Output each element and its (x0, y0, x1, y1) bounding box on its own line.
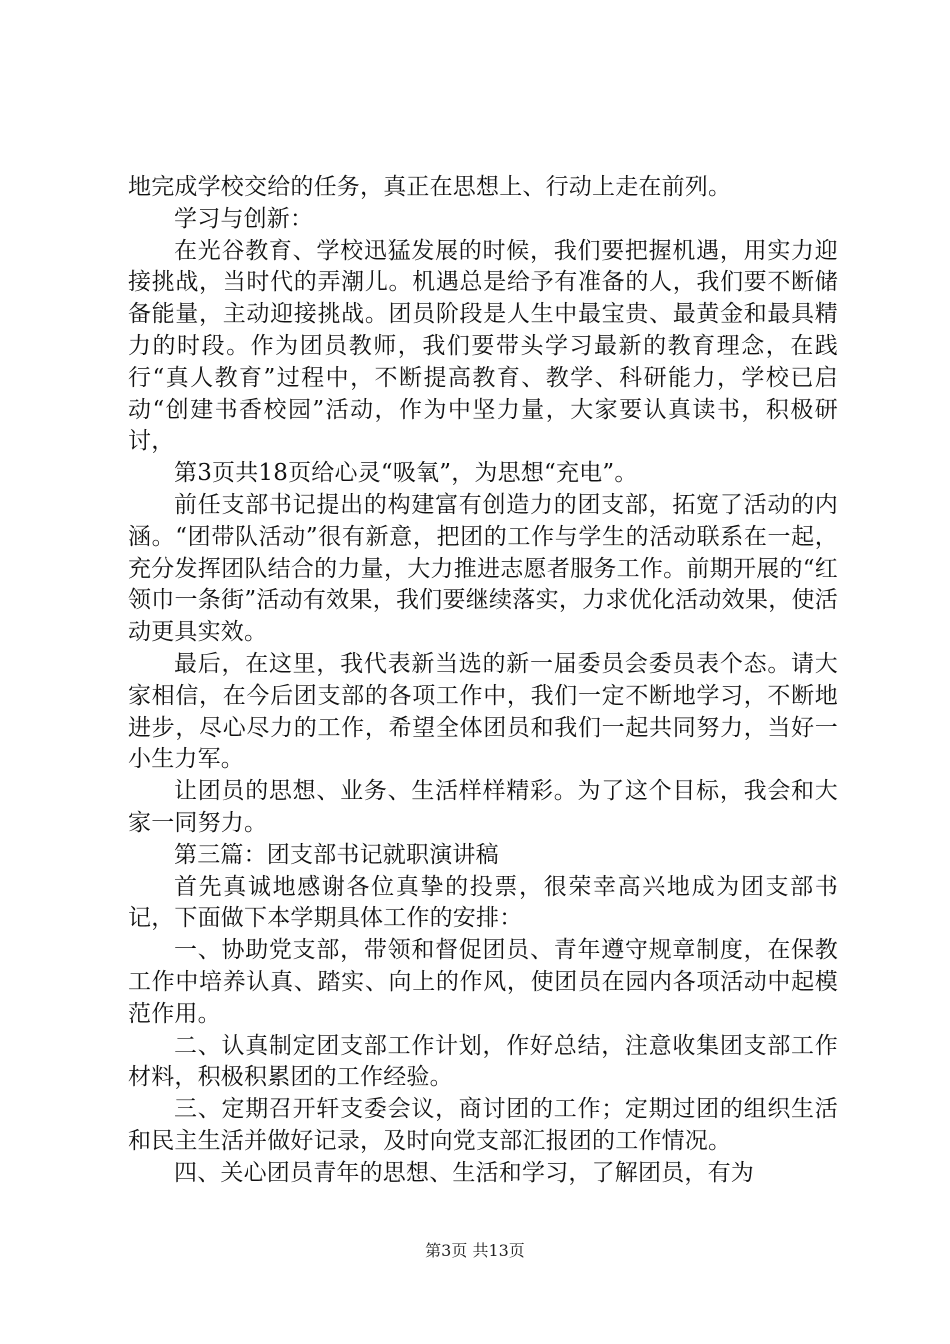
paragraph-recharge: 第3页共18页给心灵“吸氧”，为思想“充电”。 (174, 460, 638, 487)
paragraph-goal: 让团员的思想、业务、生活样样精彩。为了这个目标，我会和大家一同努力。 (128, 778, 838, 836)
list-item-one: 一、协助党支部，带领和督促团员、青年遵守规章制度，在保教工作中培养认真、踏实、向上的作风，使团员在园内各项活动中起模范作用。 (128, 937, 838, 1027)
page-number-footer: 第3页 共13页 (425, 1241, 525, 1260)
paragraph-continuation: 地完成学校交给的任务，真正在思想上、行动上走在前列。 (128, 174, 732, 200)
document-body (128, 172, 838, 1190)
section-heading-learning-innovation: 学习与创新： (174, 205, 314, 232)
list-item-four: 四、关心团员青年的思想、生活和学习，了解团员，有为 (174, 1159, 754, 1186)
section-heading-part-three: 第三篇：团支部书记就职演讲稿 (174, 841, 499, 868)
paragraph-previous-secretary: 前任支部书记提出的构建富有创造力的团支部，拓宽了活动的内涵。“团带队活动”很有新意，把团的工作与学生的活动联系在一起，充分发挥团队结合的力量，大力推进志愿者服务工作。前期开展的“红领巾一条街”活动有效果，我们要继续落实，力求优化活动效果，使活动更具实效。 (128, 491, 838, 646)
paragraph-finally: 最后，在这里，我代表新当选的新一届委员会委员表个态。请大家相信，在今后团支部的各项工作中，我们一定不断地学习，不断地进步，尽心尽力的工作，希望全体团员和我们一起共同努力，当好一小生力军。 (128, 650, 838, 773)
list-item-three: 三、定期召开轩支委会议，商讨团的工作；定期过团的组织生活和民主生活并做好记录，及时向党支部汇报团的工作情况。 (128, 1096, 838, 1154)
paragraph-thanks: 首先真诚地感谢各位真挚的投票，很荣幸高兴地成为团支部书记，下面做下本学期具体工作的安排： (128, 873, 838, 932)
list-item-two: 二、认真制定团支部工作计划，作好总结，注意收集团支部工作材料，积极积累团的工作经验。 (128, 1032, 838, 1091)
paragraph-opportunity: 在光谷教育、学校迅猛发展的时候，我们要把握机遇，用实力迎接挑战，当时代的弄潮儿。机遇总是给予有准备的人，我们要不断储备能量，主动迎接挑战。团员阶段是人生中最宝贵、最黄金和最具精力的时段。作为团员教师，我们要带头学习最新的教育理念，在践行“真人教育”过程中，不断提高教育、教学、科研能力，学校已启动“创建书香校园”活动，作为中坚力量，大家要认真读书，积极研讨， (128, 237, 838, 455)
